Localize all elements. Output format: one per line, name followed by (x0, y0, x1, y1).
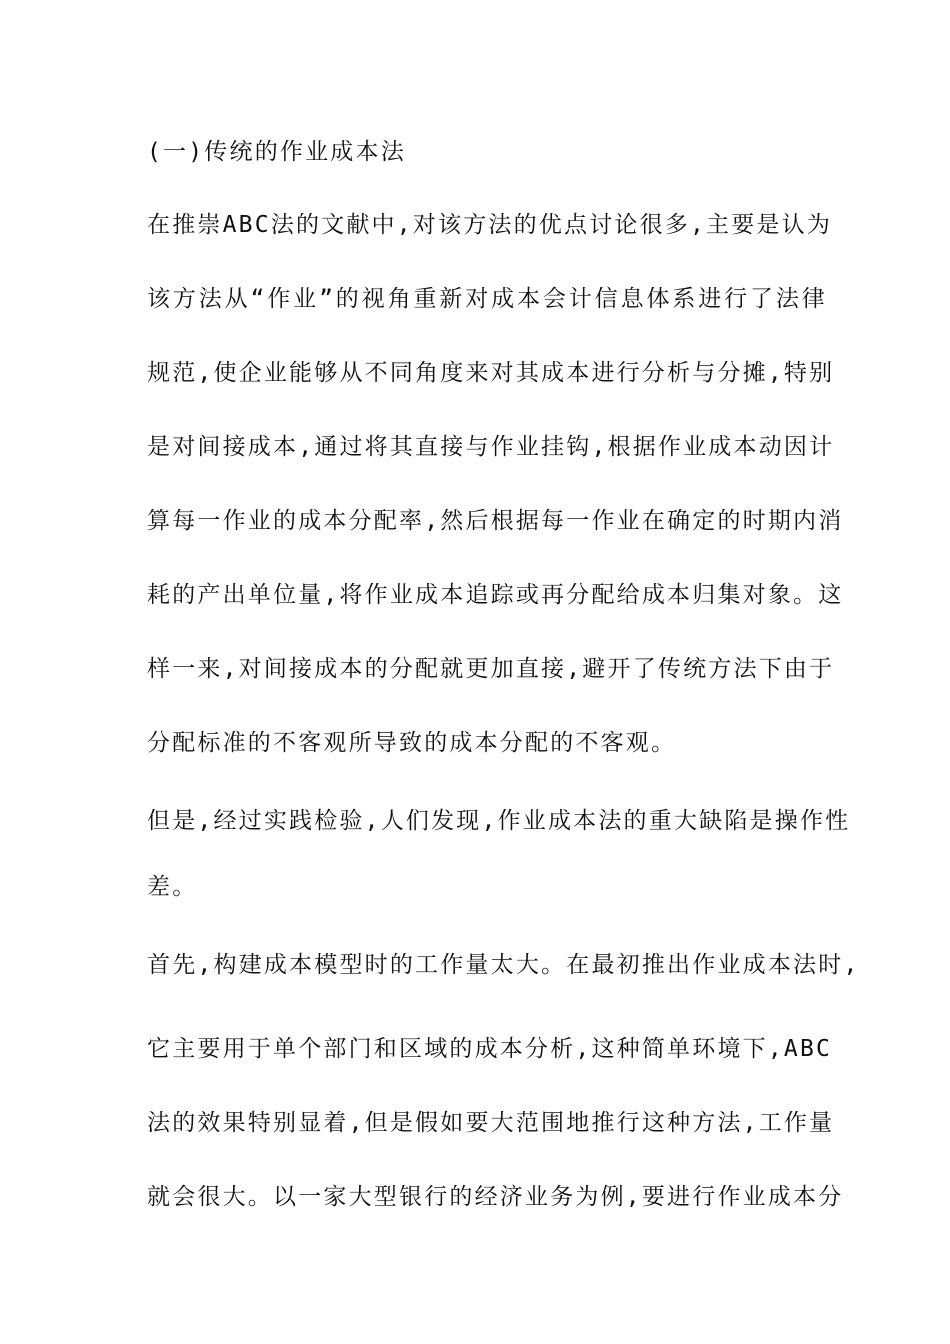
paragraph-line: 它主要用于单个部门和区域的成本分析,这种简单环境下,ABC (147, 1036, 833, 1062)
paragraph-line: 算每一作业的成本分配率,然后根据每一作业在确定的时期内消 (147, 508, 844, 534)
paragraph-line: 规范,使企业能够从不同角度来对其成本进行分析与分摊,特别 (147, 360, 835, 386)
paragraph-line: 是对间接成本,通过将其直接与作业挂钩,根据作业成本动因计 (147, 434, 835, 460)
paragraph-line: 分配标准的不客观所导致的成本分配的不客观。 (147, 730, 677, 756)
paragraph-line: 样一来,对间接成本的分配就更加直接,避开了传统方法下由于 (147, 656, 835, 682)
paragraph-line: 耗的产出单位量,将作业成本追踪或再分配给成本归集对象。这 (147, 582, 844, 608)
paragraph-line: 在推崇ABC法的文献中,对该方法的优点讨论很多,主要是认为 (147, 212, 833, 238)
paragraph-line: 该方法从“作业”的视角重新对成本会计信息体系进行了法律 (147, 286, 827, 312)
paragraph-line: 就会很大。以一家大型银行的经济业务为例,要进行作业成本分 (147, 1184, 844, 1210)
paragraph-line: 但是,经过实践检验,人们发现,作业成本法的重大缺陷是操作性 (147, 808, 851, 834)
section-heading: (一)传统的作业成本法 (147, 139, 406, 165)
paragraph-line: 差。 (147, 874, 198, 900)
paragraph-line: 首先,构建成本模型时的工作量太大。在最初推出作业成本法时, (147, 952, 860, 978)
paragraph-line: 法的效果特别显着,但是假如要大范围地推行这种方法,工作量 (147, 1110, 835, 1136)
